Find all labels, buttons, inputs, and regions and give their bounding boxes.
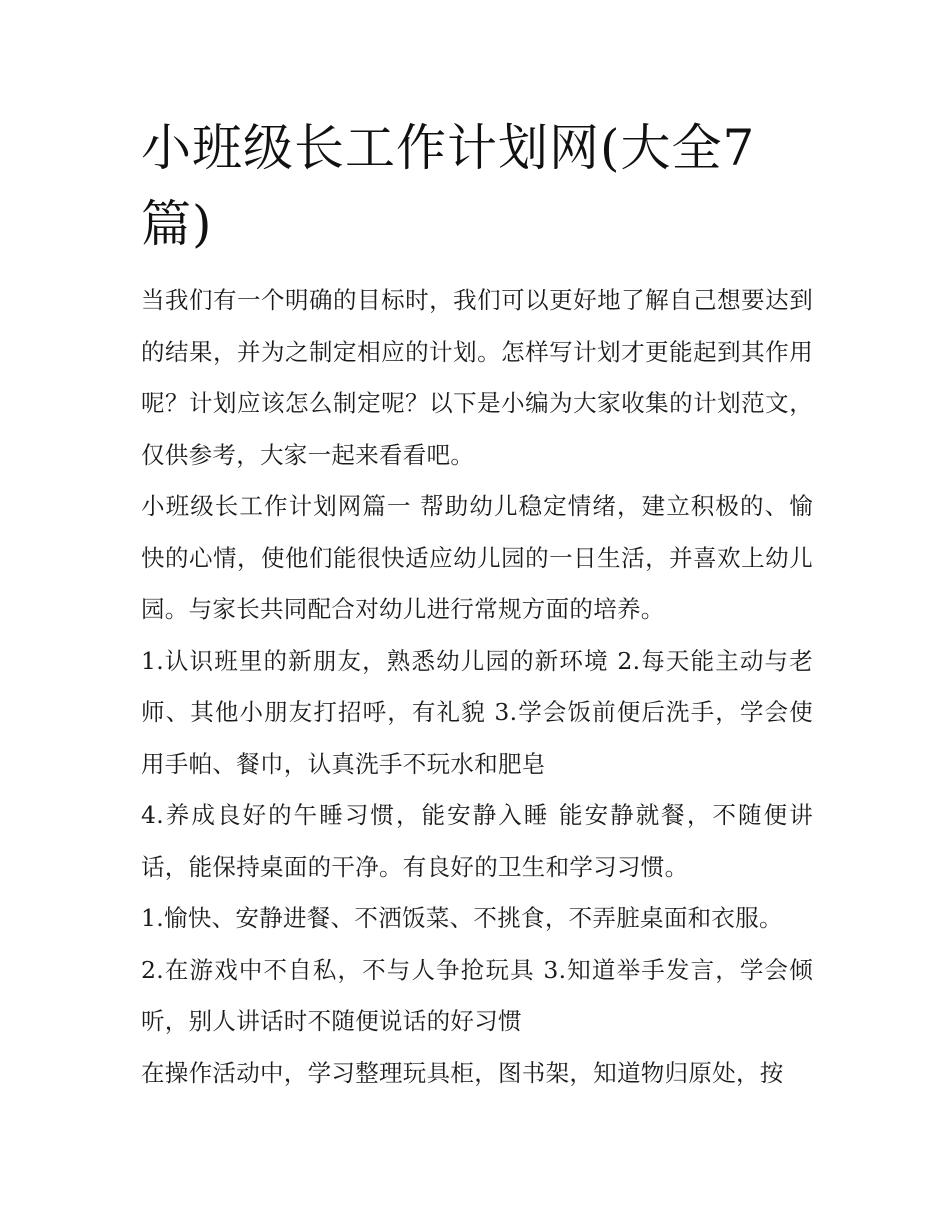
paragraph-list-1-3: 1.认识班里的新朋友，熟悉幼儿园的新环境 2.每天能主动与老师、其他小朋友打招呼，有礼貌 3.学会饭前便后洗手，学会使用手帕、餐巾，认真洗手不玩水和肥皂 [141,646,813,778]
paragraph-games: 2.在游戏中不自私，不与人争抢玩具 3.知道举手发言，学会倾听，别人讲话时不随便说话的好习惯 [141,955,813,1035]
paragraph-section-one: 小班级长工作计划网篇一 帮助幼儿稳定情绪，建立积极的、愉快的心情，使他们能很快适应幼儿园的一日生活，并喜欢上幼儿园。与家长共同配合对幼儿进行常规方面的培养。 [141,492,813,623]
document-title: 小班级长工作计划网(大全7篇) [141,119,756,253]
paragraph-intro: 当我们有一个明确的目标时，我们可以更好地了解自己想要达到的结果，并为之制定相应的计划。怎样写计划才更能起到其作用呢？计划应该怎么制定呢？以下是小编为大家收集的计划范文，仅供参考，大家一起来看看吧。 [141,286,813,469]
document-body [141,275,813,1099]
paragraph-dining: 1.愉快、安静进餐、不洒饭菜、不挑食，不弄脏桌面和衣服。 [141,904,783,932]
paragraph-operation: 在操作活动中，学习整理玩具柜，图书架，知道物归原处，按 [141,1058,784,1087]
paragraph-list-4: 4.养成良好的午睡习惯，能安静入睡 能安静就餐，不随便讲话，能保持桌面的干净。有良好的卫生和学习习惯。 [141,801,813,881]
